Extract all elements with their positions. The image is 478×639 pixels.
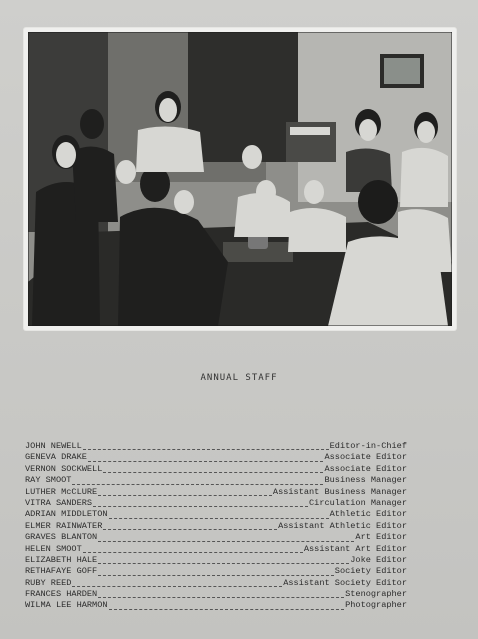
staff-row	[25, 544, 407, 555]
staff-row	[25, 600, 407, 611]
staff-row	[25, 498, 407, 509]
dotted-leader	[98, 597, 344, 598]
page-caption: ANNUAL STAFF	[200, 373, 278, 383]
dotted-leader	[98, 495, 272, 496]
staff-row	[25, 589, 407, 600]
staff-name: GRAVES BLANTON	[25, 532, 98, 543]
staff-role: Stenographer	[345, 589, 407, 600]
staff-role: Athletic Editor	[329, 509, 407, 520]
staff-role: Assistant Art Editor	[303, 543, 407, 554]
staff-row	[25, 464, 407, 475]
staff-name: JOHN NEWELL	[25, 441, 82, 451]
staff-row	[25, 452, 407, 463]
staff-row	[25, 475, 407, 486]
dotted-leader	[98, 541, 354, 542]
staff-name: FRANCES HARDEN	[25, 589, 98, 600]
dotted-leader	[72, 586, 282, 587]
dotted-leader	[88, 461, 324, 462]
staff-role: Editor-in-Chief	[329, 441, 407, 451]
staff-name: VERNON SOCKWELL	[25, 463, 103, 474]
staff-role: Circulation Manager	[309, 497, 407, 508]
staff-row	[25, 566, 407, 577]
staff-row	[25, 487, 407, 498]
staff-row	[25, 578, 407, 589]
dotted-leader	[98, 563, 349, 564]
dotted-leader	[109, 609, 345, 610]
staff-name: ELMER RAINWATER	[25, 520, 103, 531]
staff-role: Assistant Athletic Editor	[278, 520, 407, 531]
staff-name: ELIZABETH HALE	[25, 554, 98, 565]
dotted-leader	[83, 449, 329, 450]
staff-name: ADRIAN MIDDLETON	[25, 509, 108, 520]
staff-role: Society Editor	[334, 566, 407, 577]
staff-name: RAY SMOOT	[25, 475, 72, 486]
staff-role: Art Editor	[355, 532, 407, 543]
staff-row	[25, 441, 407, 452]
staff-role: Associate Editor	[324, 463, 407, 474]
staff-role: Business Manager	[324, 475, 407, 486]
staff-name: WILMA LEE HARMON	[25, 600, 108, 611]
staff-name: VITRA SANDERS	[25, 497, 93, 508]
staff-name: LUTHER McCLURE	[25, 486, 98, 497]
staff-role: Joke Editor	[350, 554, 407, 565]
staff-name: RUBY REED	[25, 577, 72, 588]
dotted-leader	[98, 575, 334, 576]
dotted-leader	[83, 552, 303, 553]
dotted-leader	[109, 518, 329, 519]
staff-roster	[25, 441, 407, 612]
staff-role: Assistant Business Manager	[272, 486, 407, 497]
staff-role: Associate Editor	[324, 452, 407, 463]
staff-role: Photographer	[345, 600, 407, 611]
staff-group-photo	[24, 28, 456, 330]
staff-row	[25, 555, 407, 566]
dotted-leader	[103, 472, 323, 473]
staff-name: HELEN SMOOT	[25, 543, 82, 554]
dotted-leader	[72, 484, 323, 485]
dotted-leader	[103, 529, 277, 530]
staff-row	[25, 509, 407, 520]
dotted-leader	[93, 506, 308, 507]
photo-illustration	[28, 32, 452, 326]
staff-row	[25, 532, 407, 543]
staff-name: RETHAFAYE GOFF	[25, 566, 98, 577]
staff-role: Assistant Society Editor	[283, 577, 407, 588]
staff-name: GENEVA DRAKE	[25, 452, 87, 463]
staff-row	[25, 521, 407, 532]
